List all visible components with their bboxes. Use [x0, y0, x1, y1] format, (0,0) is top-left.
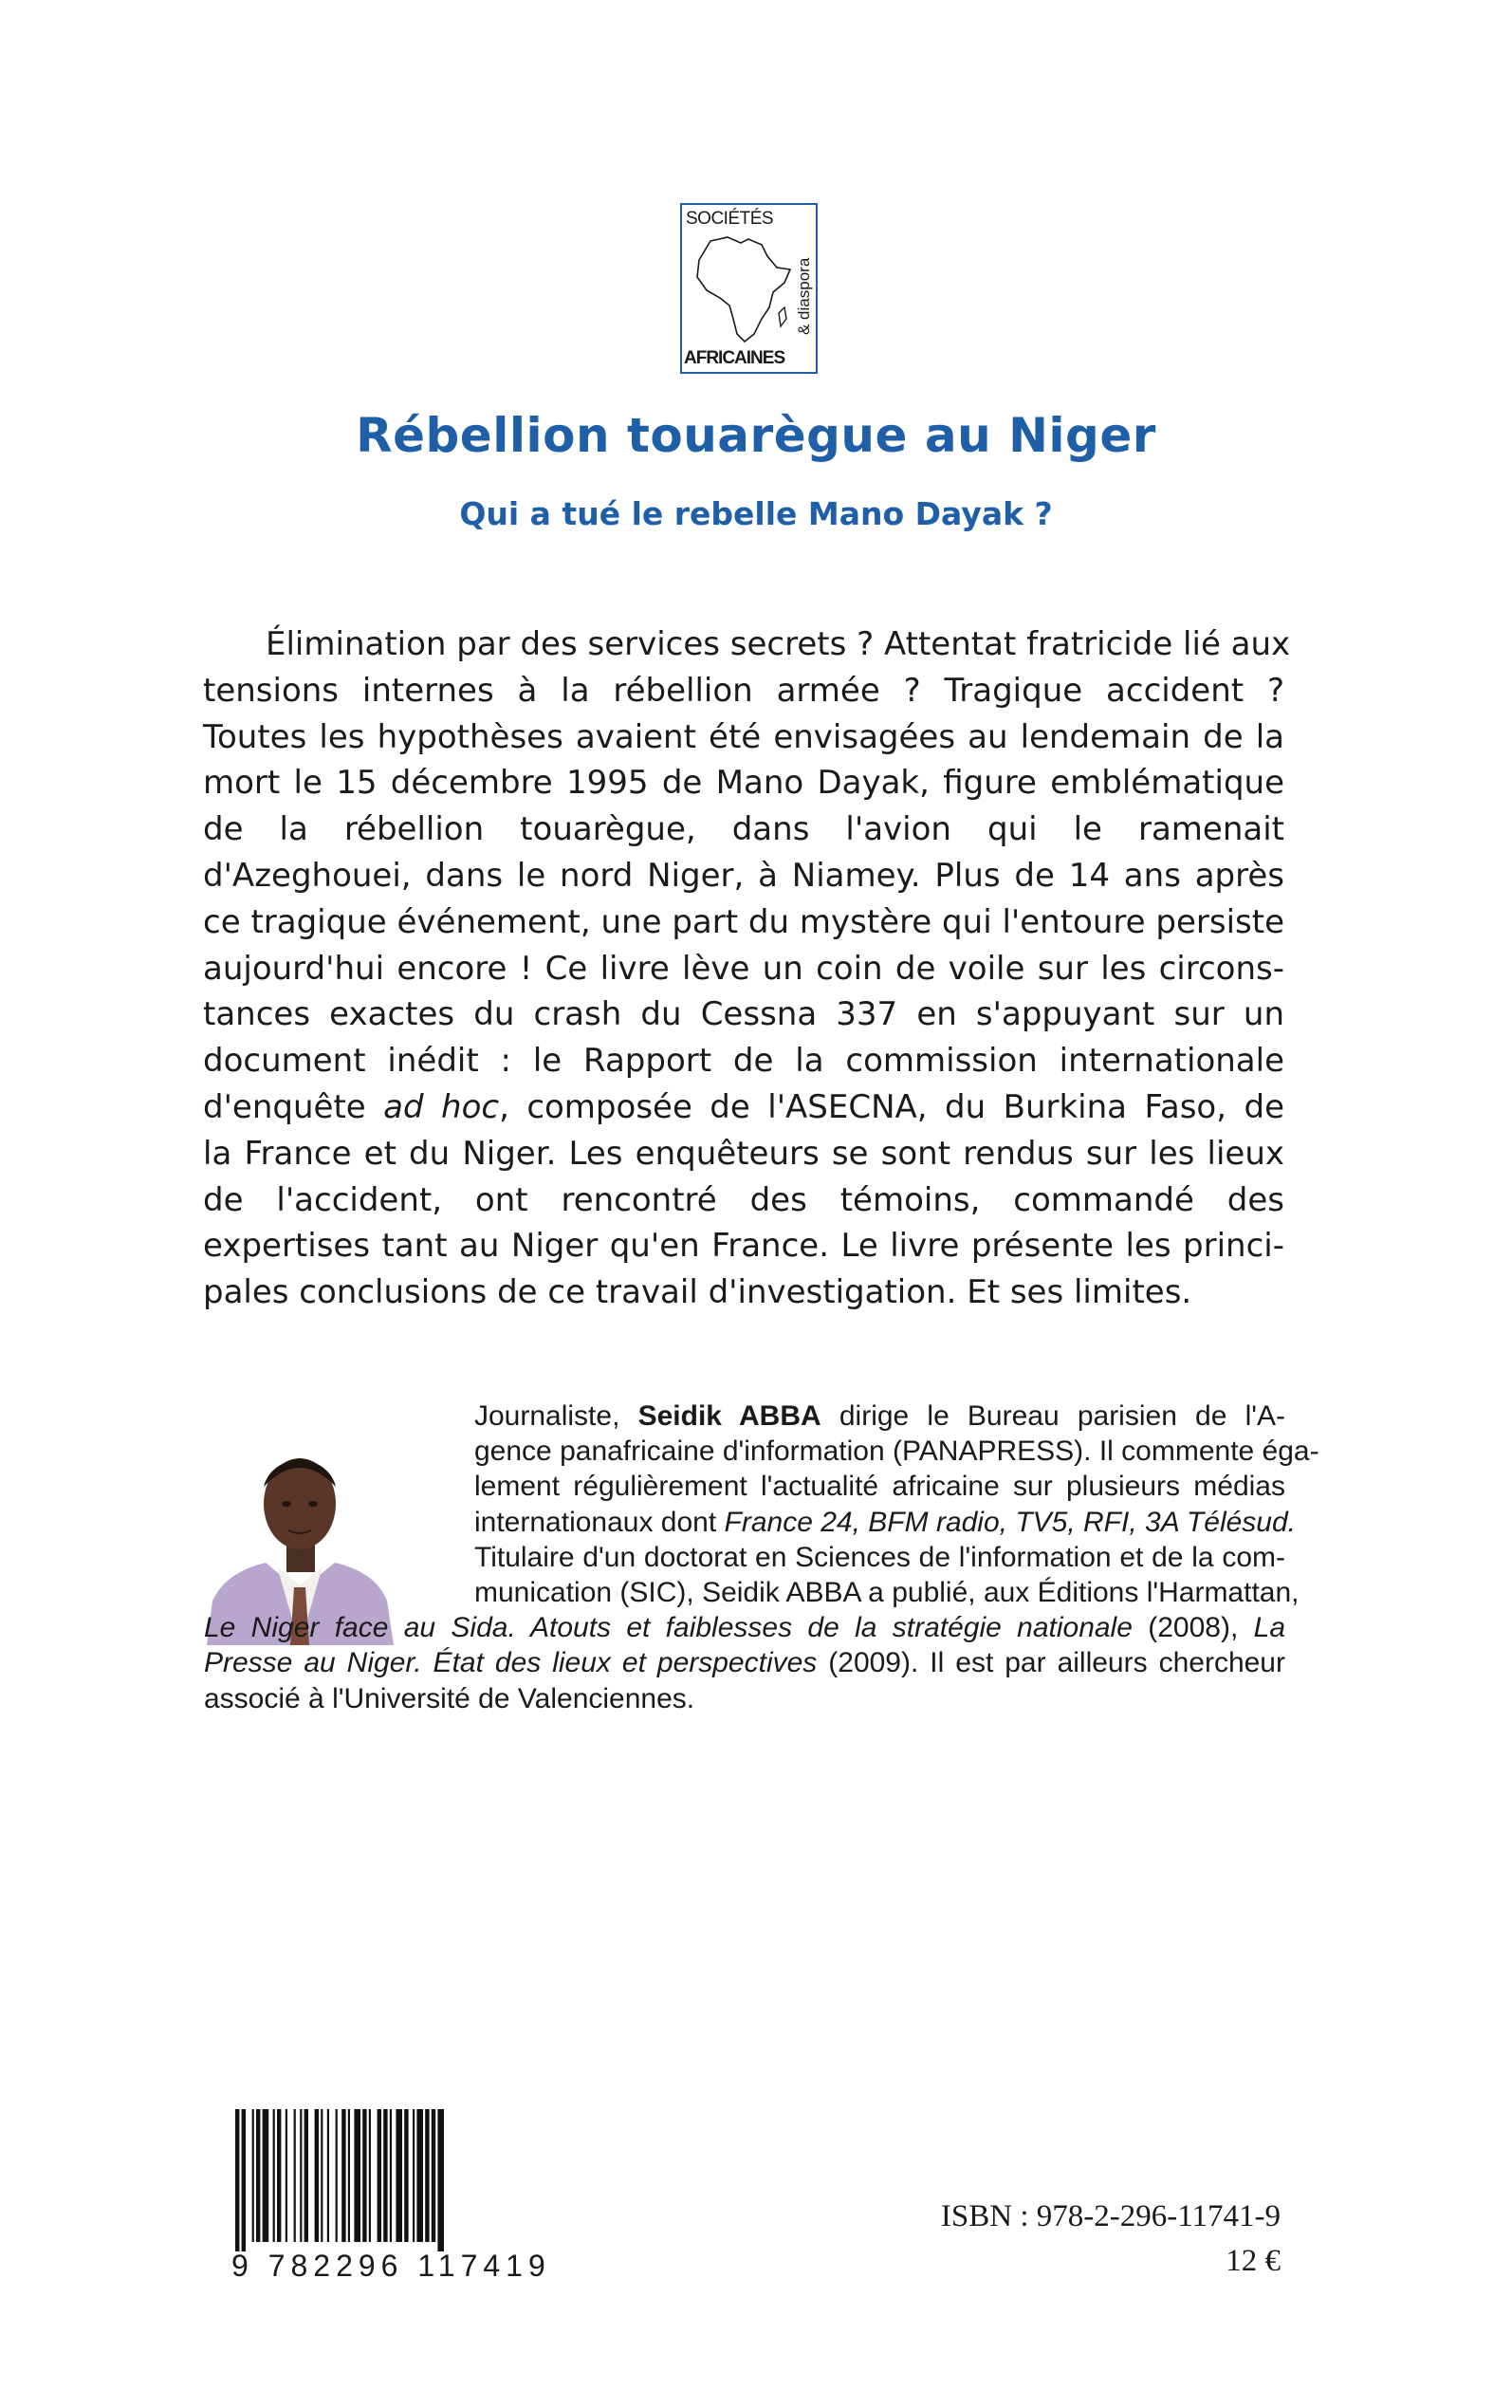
blurb-italic: ad hoc — [383, 1087, 500, 1126]
blurb-line: de l'accident, ont rencontré des témoins, commandé des — [203, 1180, 1284, 1219]
book-subtitle: Qui a tué le rebelle Mano Dayak ? — [459, 495, 1053, 532]
bio-italic: Le Niger face au Sida. Atouts et faiblesses de la stratégie nationale — [204, 1612, 1133, 1644]
barcode-bar — [348, 2109, 350, 2242]
blurb-text: , composée de l'ASECNA, du Burkina Faso, de — [499, 1087, 1284, 1126]
barcode-bar — [300, 2109, 302, 2242]
barcode-bar — [437, 2109, 444, 2251]
bio-text: dirige le Bureau parisien de l'A- — [839, 1400, 1285, 1432]
africa-map-icon — [691, 232, 798, 347]
barcode-bar — [235, 2109, 239, 2251]
barcode-bar — [354, 2109, 360, 2242]
barcode-number: 9 782296 117419 — [231, 2249, 551, 2283]
blurb-line: la France et du Niger. Les enquêteurs se sont rendus sur les lieux — [203, 1134, 1284, 1173]
logo-side-text: & diaspora — [795, 257, 813, 335]
barcode-bar — [413, 2109, 415, 2242]
barcode-bar — [256, 2109, 260, 2242]
barcode-bar — [416, 2109, 423, 2242]
blurb-paragraph — [203, 621, 1291, 1316]
blurb-line — [203, 1084, 1284, 1131]
barcode-bar — [242, 2109, 246, 2251]
barcode-bar — [390, 2109, 392, 2242]
logo-bottom-text: AFRICAINES — [684, 348, 785, 368]
barcode-bar — [273, 2109, 275, 2242]
bio-line — [204, 1398, 1285, 1434]
barcode-bar — [369, 2109, 371, 2242]
bio-line — [204, 1505, 1296, 1540]
barcode-bar — [396, 2109, 402, 2242]
logo-top-text: SOCIÉTÉS — [686, 209, 774, 229]
blurb-text: d'enquête — [203, 1087, 366, 1126]
barcode-bar — [252, 2109, 254, 2242]
bio-line: associé à l'Université de Valenciennes. — [204, 1682, 695, 1714]
blurb-line: Élimination par des services secrets ? Attentat fratricide lié aux — [266, 625, 1291, 663]
blurb-line: aujourd'hui encore ! Ce livre lève un coin de voile sur les circons- — [203, 949, 1284, 988]
bio-line: lement régulièrement l'actualité africaine sur plusieurs médias — [474, 1471, 1285, 1503]
bio-line: munication (SIC), Seidik ABBA a publié, aux Éditions l'Harmattan, — [474, 1577, 1300, 1609]
barcode-bar — [432, 2109, 435, 2242]
bio-line — [204, 1645, 1285, 1680]
barcode-bar — [321, 2109, 323, 2242]
barcode-bar — [378, 2109, 381, 2242]
barcode-bar — [286, 2109, 287, 2242]
bio-italic: France 24, BFM radio, TV5, RFI, 3A Télésud. — [724, 1506, 1296, 1538]
blurb-line: tensions internes à la rébellion armée ? Tragique accident ? — [203, 671, 1284, 710]
book-title: Rébellion touarègue au Niger — [356, 408, 1156, 463]
barcode-bar — [277, 2109, 281, 2242]
isbn: ISBN : 978-2-296-11741-9 — [940, 2199, 1281, 2233]
blurb-line: de la rébellion touarègue, dans l'avion qui le ramenait — [203, 810, 1284, 849]
price: 12 € — [1226, 2244, 1281, 2278]
series-logo — [680, 203, 818, 374]
bio-line: Titulaire d'un doctorat en Sciences de l'information et de la com- — [474, 1541, 1285, 1573]
bio-italic: La — [1253, 1612, 1286, 1644]
barcode-bar — [327, 2109, 329, 2242]
author-bio — [204, 1398, 1319, 1716]
bio-line — [204, 1610, 1285, 1645]
blurb-line: pales conclusions de ce travail d'investigation. Et ses limites. — [203, 1273, 1192, 1312]
barcode-bar — [263, 2109, 269, 2242]
barcode-bar — [362, 2109, 366, 2242]
barcode-bar — [425, 2109, 429, 2242]
barcode-bar — [304, 2109, 308, 2242]
blurb-line: expertises tant au Niger qu'en France. Le livre présente les princi- — [203, 1227, 1284, 1266]
bio-text: Journaliste, — [474, 1400, 620, 1432]
blurb-line: d'Azeghouei, dans le nord Niger, à Niamey. Plus de 14 ans après — [203, 856, 1284, 895]
barcode-bar — [336, 2109, 338, 2242]
barcode-bar — [341, 2109, 345, 2242]
barcode-bar — [315, 2109, 319, 2242]
bio-text: (2009). Il est par ailleurs chercheur — [828, 1647, 1285, 1679]
author-name: Seidik ABBA — [637, 1400, 821, 1432]
barcode-bar — [383, 2109, 387, 2242]
blurb-line: document inédit : le Rapport de la commission internationale — [203, 1042, 1284, 1081]
blurb-line: ce tragique événement, une part du mystère qui l'entoure persiste — [203, 902, 1284, 941]
barcode-bar — [404, 2109, 408, 2242]
bio-line: gence panafricaine d'information (PANAPRESS). Il commente éga- — [474, 1436, 1319, 1468]
bio-italic: Presse au Niger. État des lieux et perspectives — [204, 1647, 818, 1679]
barcode — [235, 2109, 501, 2251]
blurb-line: Toutes les hypothèses avaient été envisagées au lendemain de la — [203, 717, 1284, 756]
bio-text: (2008), — [1148, 1612, 1239, 1644]
bio-text: internationaux dont — [474, 1506, 717, 1538]
barcode-bar — [294, 2109, 296, 2242]
blurb-line: tances exactes du crash du Cessna 337 en s'appuyant sur un — [203, 995, 1284, 1034]
blurb-line: mort le 15 décembre 1995 de Mano Dayak, figure emblématique — [203, 764, 1284, 803]
